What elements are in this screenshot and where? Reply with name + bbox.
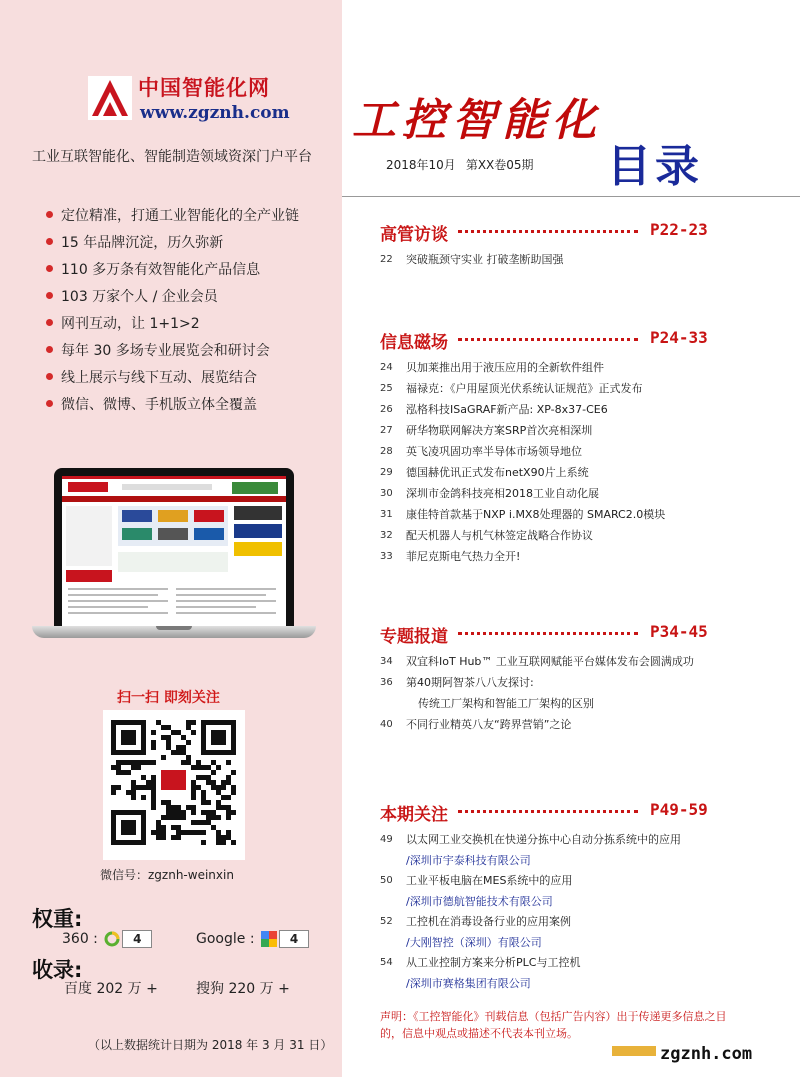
feature-item: 网刊互动，让 1+1>2 [46,314,299,341]
feature-item: 103 万家个人 / 企业会员 [46,287,299,314]
disclaimer: 声明：《工控智能化》刊载信息（包括广告内容）出于传递更多信息之目的，信息中观点或描述不代表本刊立场。 [380,1010,727,1040]
feature-item: 110 多万条有效智能化产品信息 [46,260,299,287]
toc-entry-org: /深圳市赛格集团有限公司 [406,977,531,990]
logo-title: 中国智能化网 [138,75,270,100]
feature-list [46,206,299,422]
leader-dots [458,632,638,635]
website-preview [62,476,286,626]
bullet-icon [46,400,53,407]
logo-mark-icon [88,76,132,120]
bullet-icon [46,211,53,218]
toc-title: 目录 [607,141,703,192]
toc-entry[interactable]: 31 康佳特首款基于NXP i.MX8处理器的 SMARC2.0模块 [380,508,666,521]
brand-accent [612,1046,656,1056]
toc-entry[interactable]: 54 从工业控制方案来分析PLC与工控机 [380,956,581,969]
toc-entry[interactable]: 29 德国赫优讯正式发布netX90片上系统 [380,466,589,479]
section-pages: P49-59 [650,800,708,819]
bullet-icon [46,292,53,299]
toc-entry[interactable]: 33 菲尼克斯电气热力全开! [380,550,521,563]
section-title: 专题报道 [380,627,448,647]
bullet-icon [46,373,53,380]
logo-url[interactable]: www.zgznh.com [140,103,290,123]
magazine-title: 工控智能化 [352,95,602,146]
toc-entry[interactable]: 24 贝加莱推出用于液压应用的全新软件组件 [380,361,604,374]
section-pages: P24-33 [650,328,708,347]
laptop-lid [54,468,294,628]
brand-url[interactable]: zgznh.com [660,1044,753,1064]
section-features [372,622,792,738]
site-logo[interactable] [88,72,308,132]
toc-entry[interactable]: 50 工业平板电脑在MES系统中的应用 [380,874,573,887]
stat-note: （以上数据统计日期为 2018 年 3 月 31 日） [88,1038,333,1052]
toc-entry[interactable]: 30 深圳市金鸽科技亮相2018工业自动化展 [380,487,599,500]
toc-entry[interactable]: 34 双宜科IoT Hub™ 工业互联网赋能平台媒体发布会圆满成功 [380,655,694,668]
leader-dots [458,230,638,233]
section-header[interactable] [372,622,792,648]
section-header[interactable] [372,220,792,246]
header-divider [342,196,800,197]
feature-item: 微信、微博、手机版立体全覆盖 [46,395,299,422]
toc-entry[interactable]: 22 突破瓶颈守实业 打破垄断助国强 [380,253,564,266]
feature-item: 定位精准，打通工业智能化的全产业链 [46,206,299,233]
toc-entry-org: /大刚智控（深圳）有限公司 [406,936,542,949]
toc-entry[interactable]: 49 以太网工业交换机在快递分拣中心自动分拣系统中的应用 [380,833,681,846]
leader-dots [458,810,638,813]
toc-entry[interactable]: 32 配天机器人与机气林签定战略合作协议 [380,529,593,542]
bullet-icon [46,265,53,272]
section-title: 信息磁场 [380,333,448,353]
qr-code-icon[interactable] [103,710,245,860]
360-logo-icon [104,931,120,947]
toc-entry-continuation[interactable]: 传统工厂架构和智能工厂架构的区别 [418,697,594,710]
feature-item: 线上展示与线下互动、展览结合 [46,368,299,395]
toc-entry[interactable]: 27 研华物联网解决方案SRP首次亮相深圳 [380,424,593,437]
issue-volume: 第XX卷05期 [465,158,534,172]
toc-entry[interactable]: 26 泓格科技ISaGRAF新产品: XP-8x37-CE6 [380,403,608,416]
section-header[interactable] [372,800,792,826]
sogou-count: 搜狗 220 万 + [196,981,290,997]
index-title: 收录: [32,958,83,982]
section-interview [372,220,792,273]
bullet-icon [46,319,53,326]
toc-entry[interactable]: 25 福禄克：《户用屋顶光伏系统认证规范》正式发布 [380,382,643,395]
scan-prompt: 扫一扫 即刻关注 [117,690,220,706]
toc-entry[interactable]: 36 第40期阿智茶八八友探讨: [380,676,534,689]
baidu-count: 百度 202 万 + [64,981,158,997]
laptop-notch [156,626,192,630]
section-focus [372,800,792,992]
leader-dots [458,338,638,341]
laptop-screenshot-image [32,468,316,644]
google-logo-icon [261,931,277,947]
feature-item: 每年 30 多场专业展览会和研讨会 [46,341,299,368]
bullet-icon [46,346,53,353]
rank-google-value: 4 [279,930,309,948]
toc-entry-org: /深圳市宇泰科技有限公司 [406,854,531,867]
promo-panel [0,0,342,1077]
toc-entry[interactable]: 52 工控机在消毒设备行业的应用案例 [380,915,571,928]
tagline: 工业互联智能化、智能制造领域资深门户平台 [32,149,312,165]
weight-title: 权重: [32,907,83,931]
bullet-icon [46,238,53,245]
index-row [64,978,334,998]
section-title: 本期关注 [380,805,448,825]
feature-item: 15 年品牌沉淀，历久弥新 [46,233,299,260]
issue-info [386,156,534,173]
rank-360-value: 4 [122,930,152,948]
section-pages: P34-45 [650,622,708,641]
section-news [372,328,792,570]
section-header[interactable] [372,328,792,354]
rank-360: 360 : 4 [62,930,152,948]
weight-row [62,930,332,950]
section-title: 高管访谈 [380,225,448,245]
issue-date: 2018年10月 [386,158,456,172]
toc-entry[interactable]: 40 不同行业精英八友“跨界营销”之论 [380,718,572,731]
toc-entry[interactable]: 28 英飞凌巩固功率半导体市场领导地位 [380,445,582,458]
toc-entry-org: /深圳市德航智能技术有限公司 [406,895,553,908]
section-pages: P22-23 [650,220,708,239]
wechat-id: 微信号：zgznh-weinxin [100,868,234,882]
rank-google: Google : 4 [196,930,309,948]
